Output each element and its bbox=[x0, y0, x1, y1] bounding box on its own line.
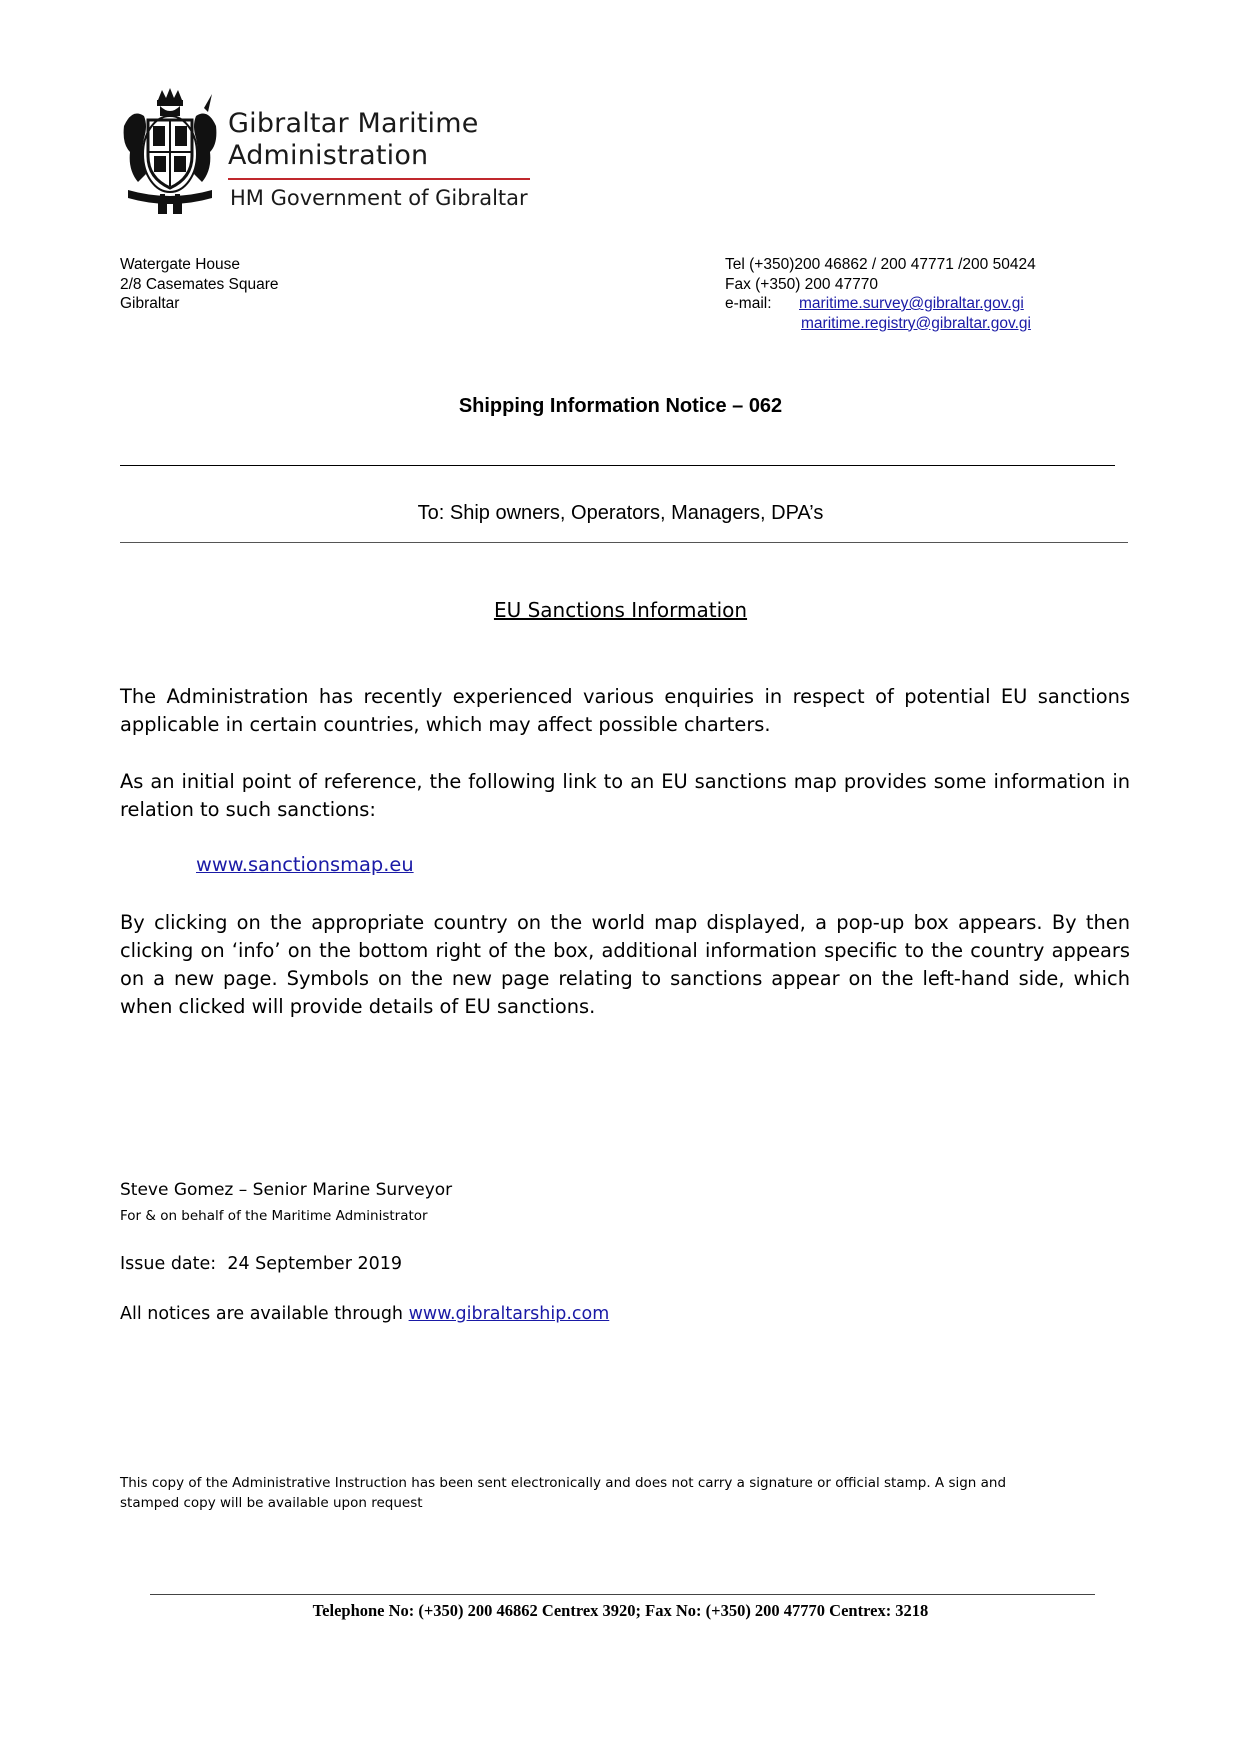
organization-name: Gibraltar Maritime Administration bbox=[228, 108, 479, 171]
email-survey-link[interactable]: maritime.survey@gibraltar.gov.gi bbox=[799, 295, 1024, 312]
address-line: Watergate House bbox=[120, 256, 241, 273]
email-row bbox=[725, 314, 1036, 334]
letterhead-logo bbox=[118, 86, 538, 220]
body-paragraph: As an initial point of reference, the following link to an EU sanctions map provides some information in relation to such sanctions: bbox=[120, 770, 1130, 821]
body-paragraph: The Administration has recently experienced various enquiries in respect of potential EU sanctions applicable in certain countries, which may affect possible charters. bbox=[120, 685, 1130, 736]
postal-address bbox=[120, 255, 279, 314]
contact-details bbox=[725, 255, 1036, 333]
telephone: Tel (+350)200 46862 / 200 47771 /200 50424 bbox=[725, 256, 1036, 273]
notice-title: Shipping Information Notice – 062 bbox=[458, 395, 783, 417]
footer-divider bbox=[150, 1594, 1095, 1595]
divider bbox=[120, 465, 1115, 466]
issue-date-label: Issue date: bbox=[120, 1254, 217, 1274]
coat-of-arms-icon bbox=[118, 86, 222, 216]
issue-date-value: 24 September 2019 bbox=[227, 1254, 402, 1274]
logo-divider bbox=[228, 178, 530, 180]
email-label: e-mail: bbox=[725, 295, 772, 312]
disclaimer: This copy of the Administrative Instruction has been sent electronically and does not carry a signature or official stamp. A sign and stamped copy will be available upon request bbox=[120, 1475, 1007, 1511]
notices-text: All notices are available through bbox=[120, 1304, 404, 1324]
on-behalf-note: For & on behalf of the Maritime Administrator bbox=[120, 1208, 428, 1224]
sanctions-map-link[interactable]: www.sanctionsmap.eu bbox=[196, 853, 414, 876]
divider bbox=[120, 542, 1128, 543]
fax: Fax (+350) 200 47770 bbox=[725, 275, 878, 293]
gibraltarship-link[interactable]: www.gibraltarship.com bbox=[408, 1304, 610, 1324]
signatory: Steve Gomez – Senior Marine Surveyor bbox=[120, 1180, 453, 1200]
subject-heading: EU Sanctions Information bbox=[493, 598, 748, 622]
email-row bbox=[725, 294, 1036, 314]
footer-contact: Telephone No: (+350) 200 46862 Centrex 3920; Fax No: (+350) 200 47770 Centrex: 3218 bbox=[312, 1601, 929, 1620]
address-line: Gibraltar bbox=[120, 295, 180, 312]
issue-date bbox=[120, 1254, 402, 1274]
email-registry-link[interactable]: maritime.registry@gibraltar.gov.gi bbox=[801, 314, 1031, 332]
body-paragraph: By clicking on the appropriate country on the world map displayed, a pop-up box appears. By then clicking on ‘info’ on the bottom right of the box, additional information specific to the country appears on a new page. Symbols on the new page relating to sanctions appear on the left-hand side, which when clicked will provide details of EU sanctions. bbox=[120, 911, 1130, 1018]
recipients: To: Ship owners, Operators, Managers, DPA’s bbox=[417, 502, 824, 524]
notices-availability bbox=[120, 1304, 609, 1324]
address-line: 2/8 Casemates Square bbox=[120, 275, 279, 293]
government-name: HM Government of Gibraltar bbox=[230, 186, 528, 210]
